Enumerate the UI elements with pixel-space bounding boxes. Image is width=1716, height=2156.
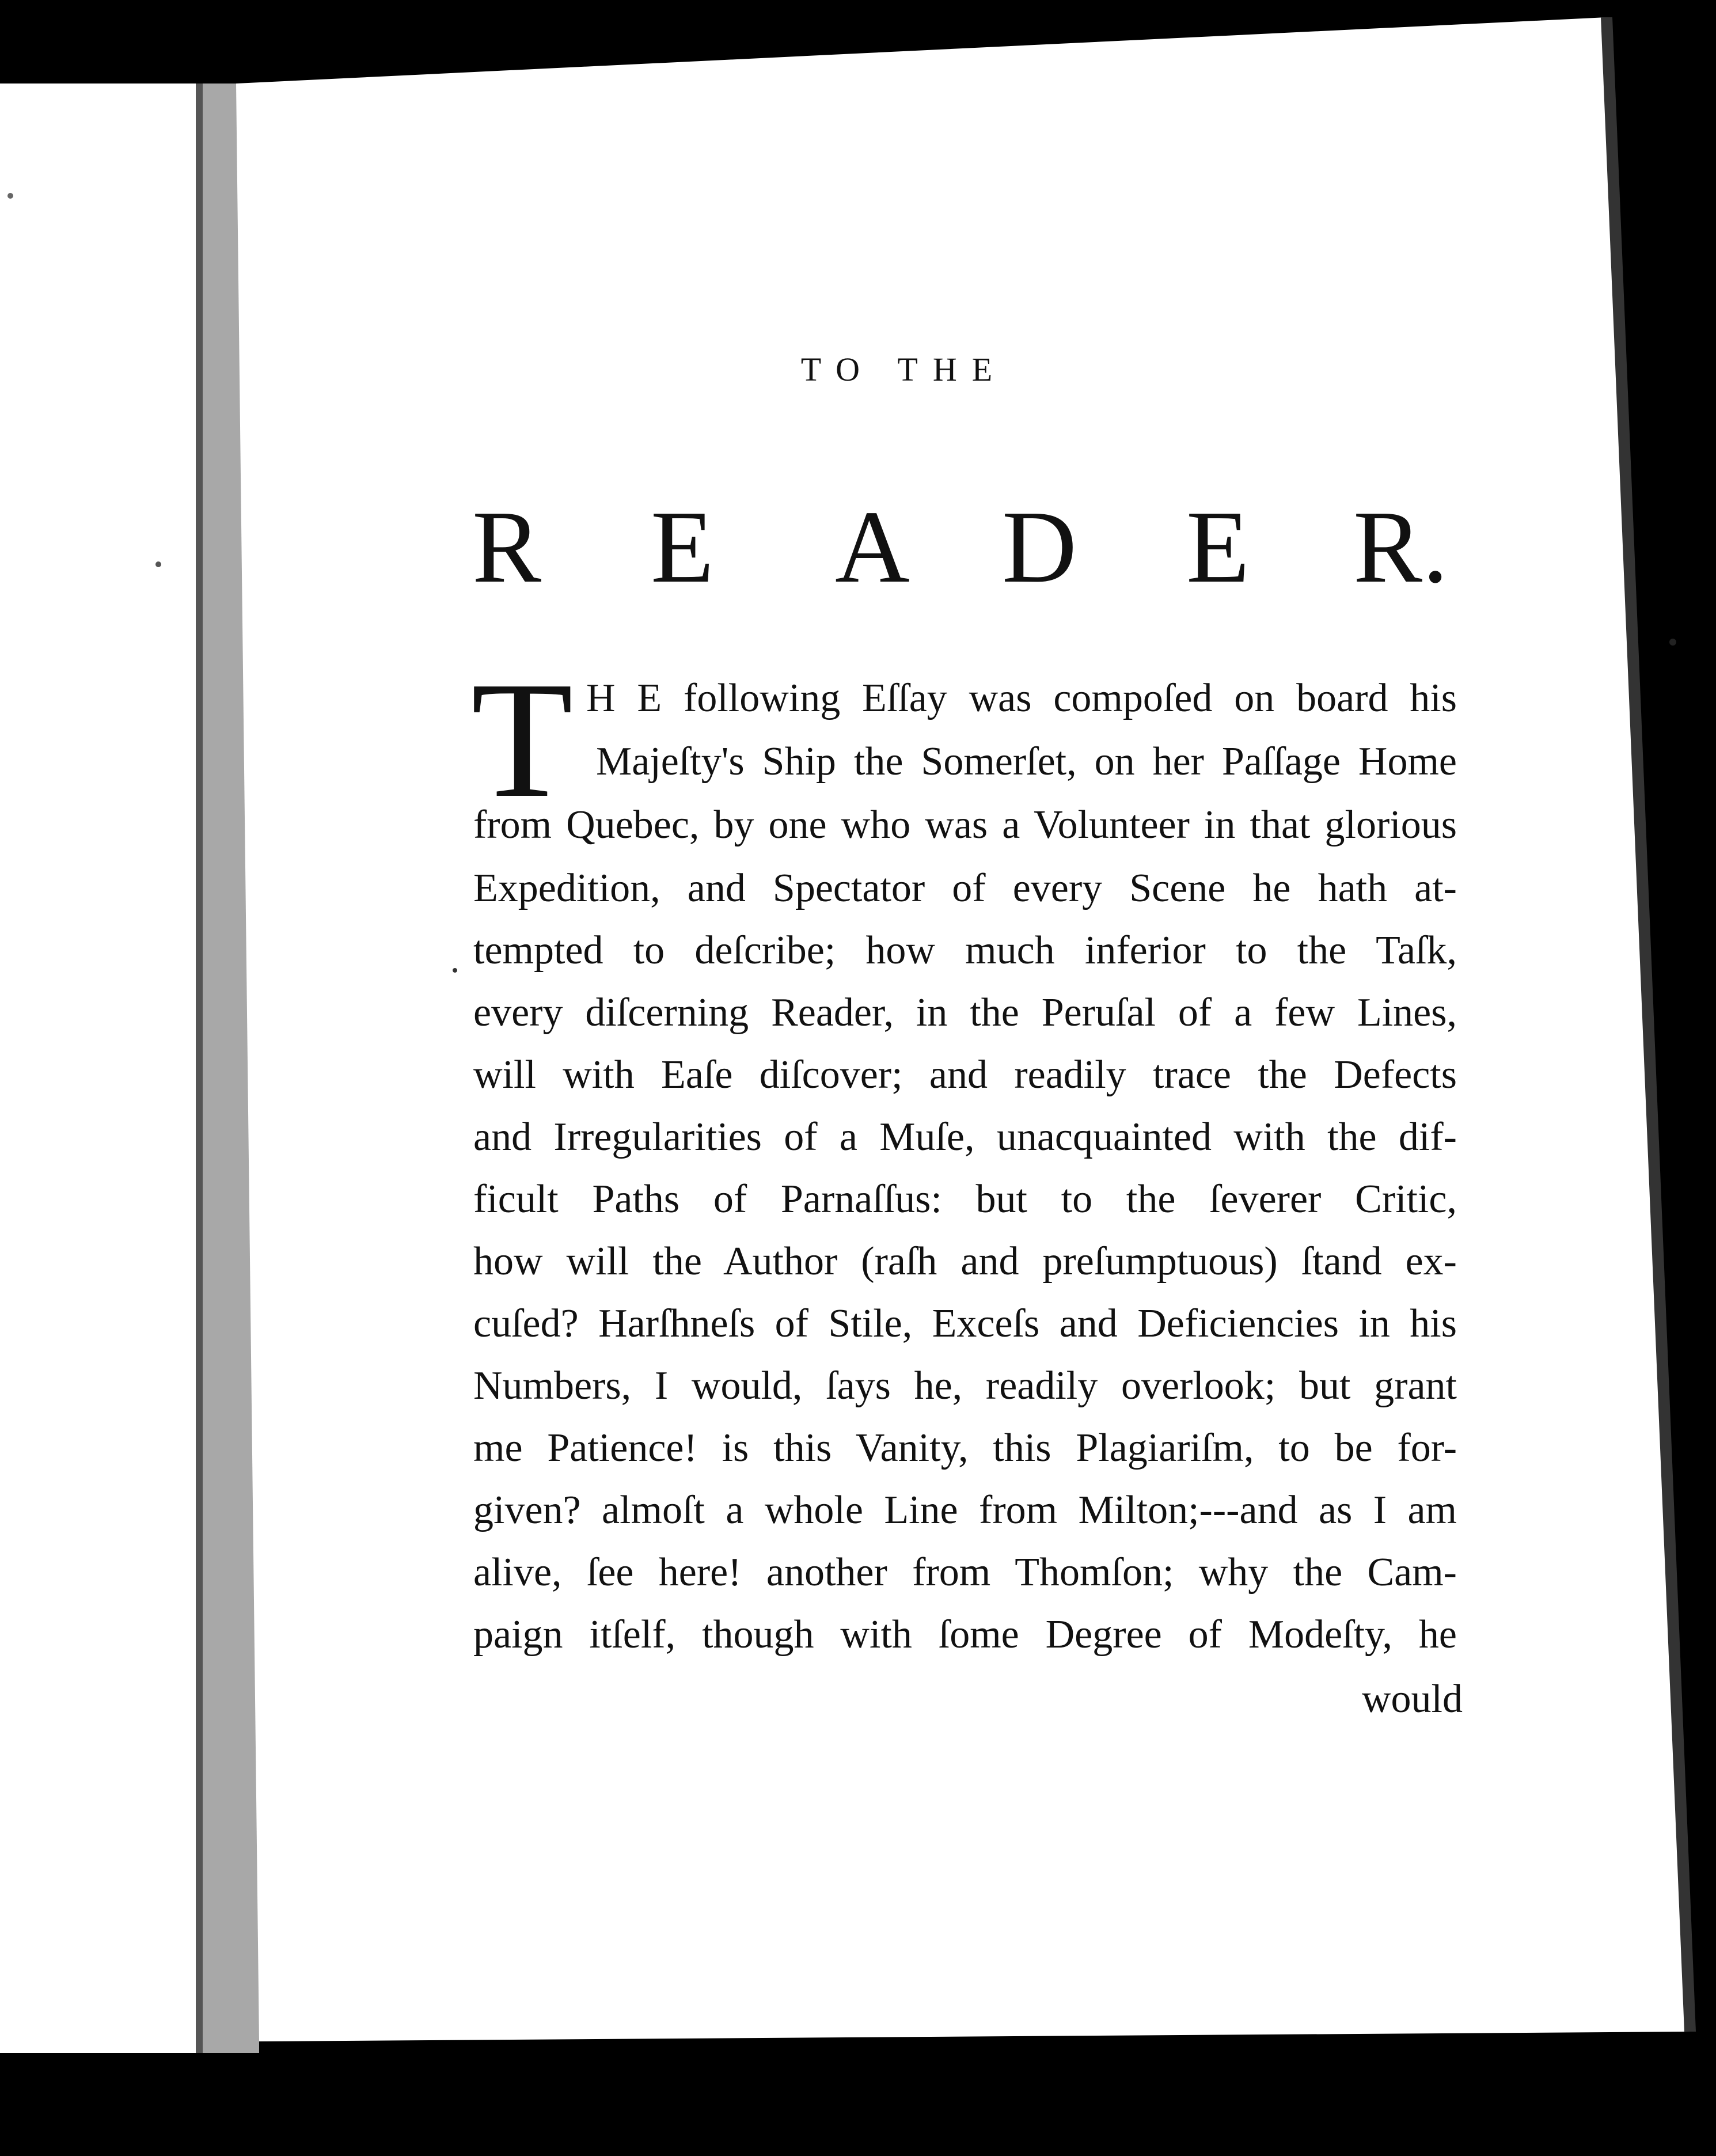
body-line: H E following Eſſay was compoſed on board his bbox=[586, 676, 1457, 720]
body-line: alive, ſee here! another from Thomſon; why the Cam- bbox=[473, 1550, 1457, 1595]
body-line: will with Eaſe diſcover; and readily trace the Defects bbox=[473, 1053, 1457, 1097]
body-line: Majeſty's Ship the Somerſet, on her Paſſage Home bbox=[596, 739, 1457, 784]
body-line: Numbers, I would, ſays he, readily overlook; but grant bbox=[473, 1364, 1457, 1408]
heading-letter: E bbox=[651, 489, 714, 604]
drop-cap: T bbox=[471, 647, 574, 832]
catchword: would bbox=[1362, 1677, 1463, 1721]
heading-letter: D bbox=[1002, 489, 1077, 604]
body-line: ficult Paths of Parnaſſus: but to the ſeverer Critic, bbox=[473, 1177, 1457, 1221]
body-line: every diſcerning Reader, in the Peruſal of a few Lines, bbox=[473, 990, 1457, 1035]
body-line: from Quebec, by one who was a Volunteer in that glorious bbox=[473, 803, 1457, 847]
heading-reader bbox=[472, 489, 1449, 604]
body-line: Expedition, and Spectator of every Scene he hath at- bbox=[473, 866, 1457, 910]
heading-letter: R bbox=[472, 489, 542, 604]
body-line: and Irregularities of a Muſe, unacquainted with the dif- bbox=[473, 1115, 1457, 1159]
heading-letter: E bbox=[1186, 489, 1250, 604]
body-line: how will the Author (raſh and preſumptuous) ſtand ex- bbox=[473, 1239, 1457, 1284]
heading-to-the: TO THE bbox=[800, 351, 1008, 388]
body-line: given? almoſt a whole Line from Milton;---and as I am bbox=[473, 1488, 1457, 1532]
body-line: cuſed? Harſhneſs of Stile, Exceſs and Deficiencies in his bbox=[473, 1301, 1457, 1346]
heading-letter: A bbox=[835, 489, 910, 604]
body-line: paign itſelf, though with ſome Degree of Modeſty, he bbox=[473, 1612, 1457, 1657]
body-line: tempted to deſcribe; how much inferior to the Taſk, bbox=[473, 928, 1457, 973]
heading-letter: R. bbox=[1353, 489, 1449, 604]
body-line: me Patience! is this Vanity, this Plagiariſm, to be for- bbox=[473, 1426, 1457, 1470]
